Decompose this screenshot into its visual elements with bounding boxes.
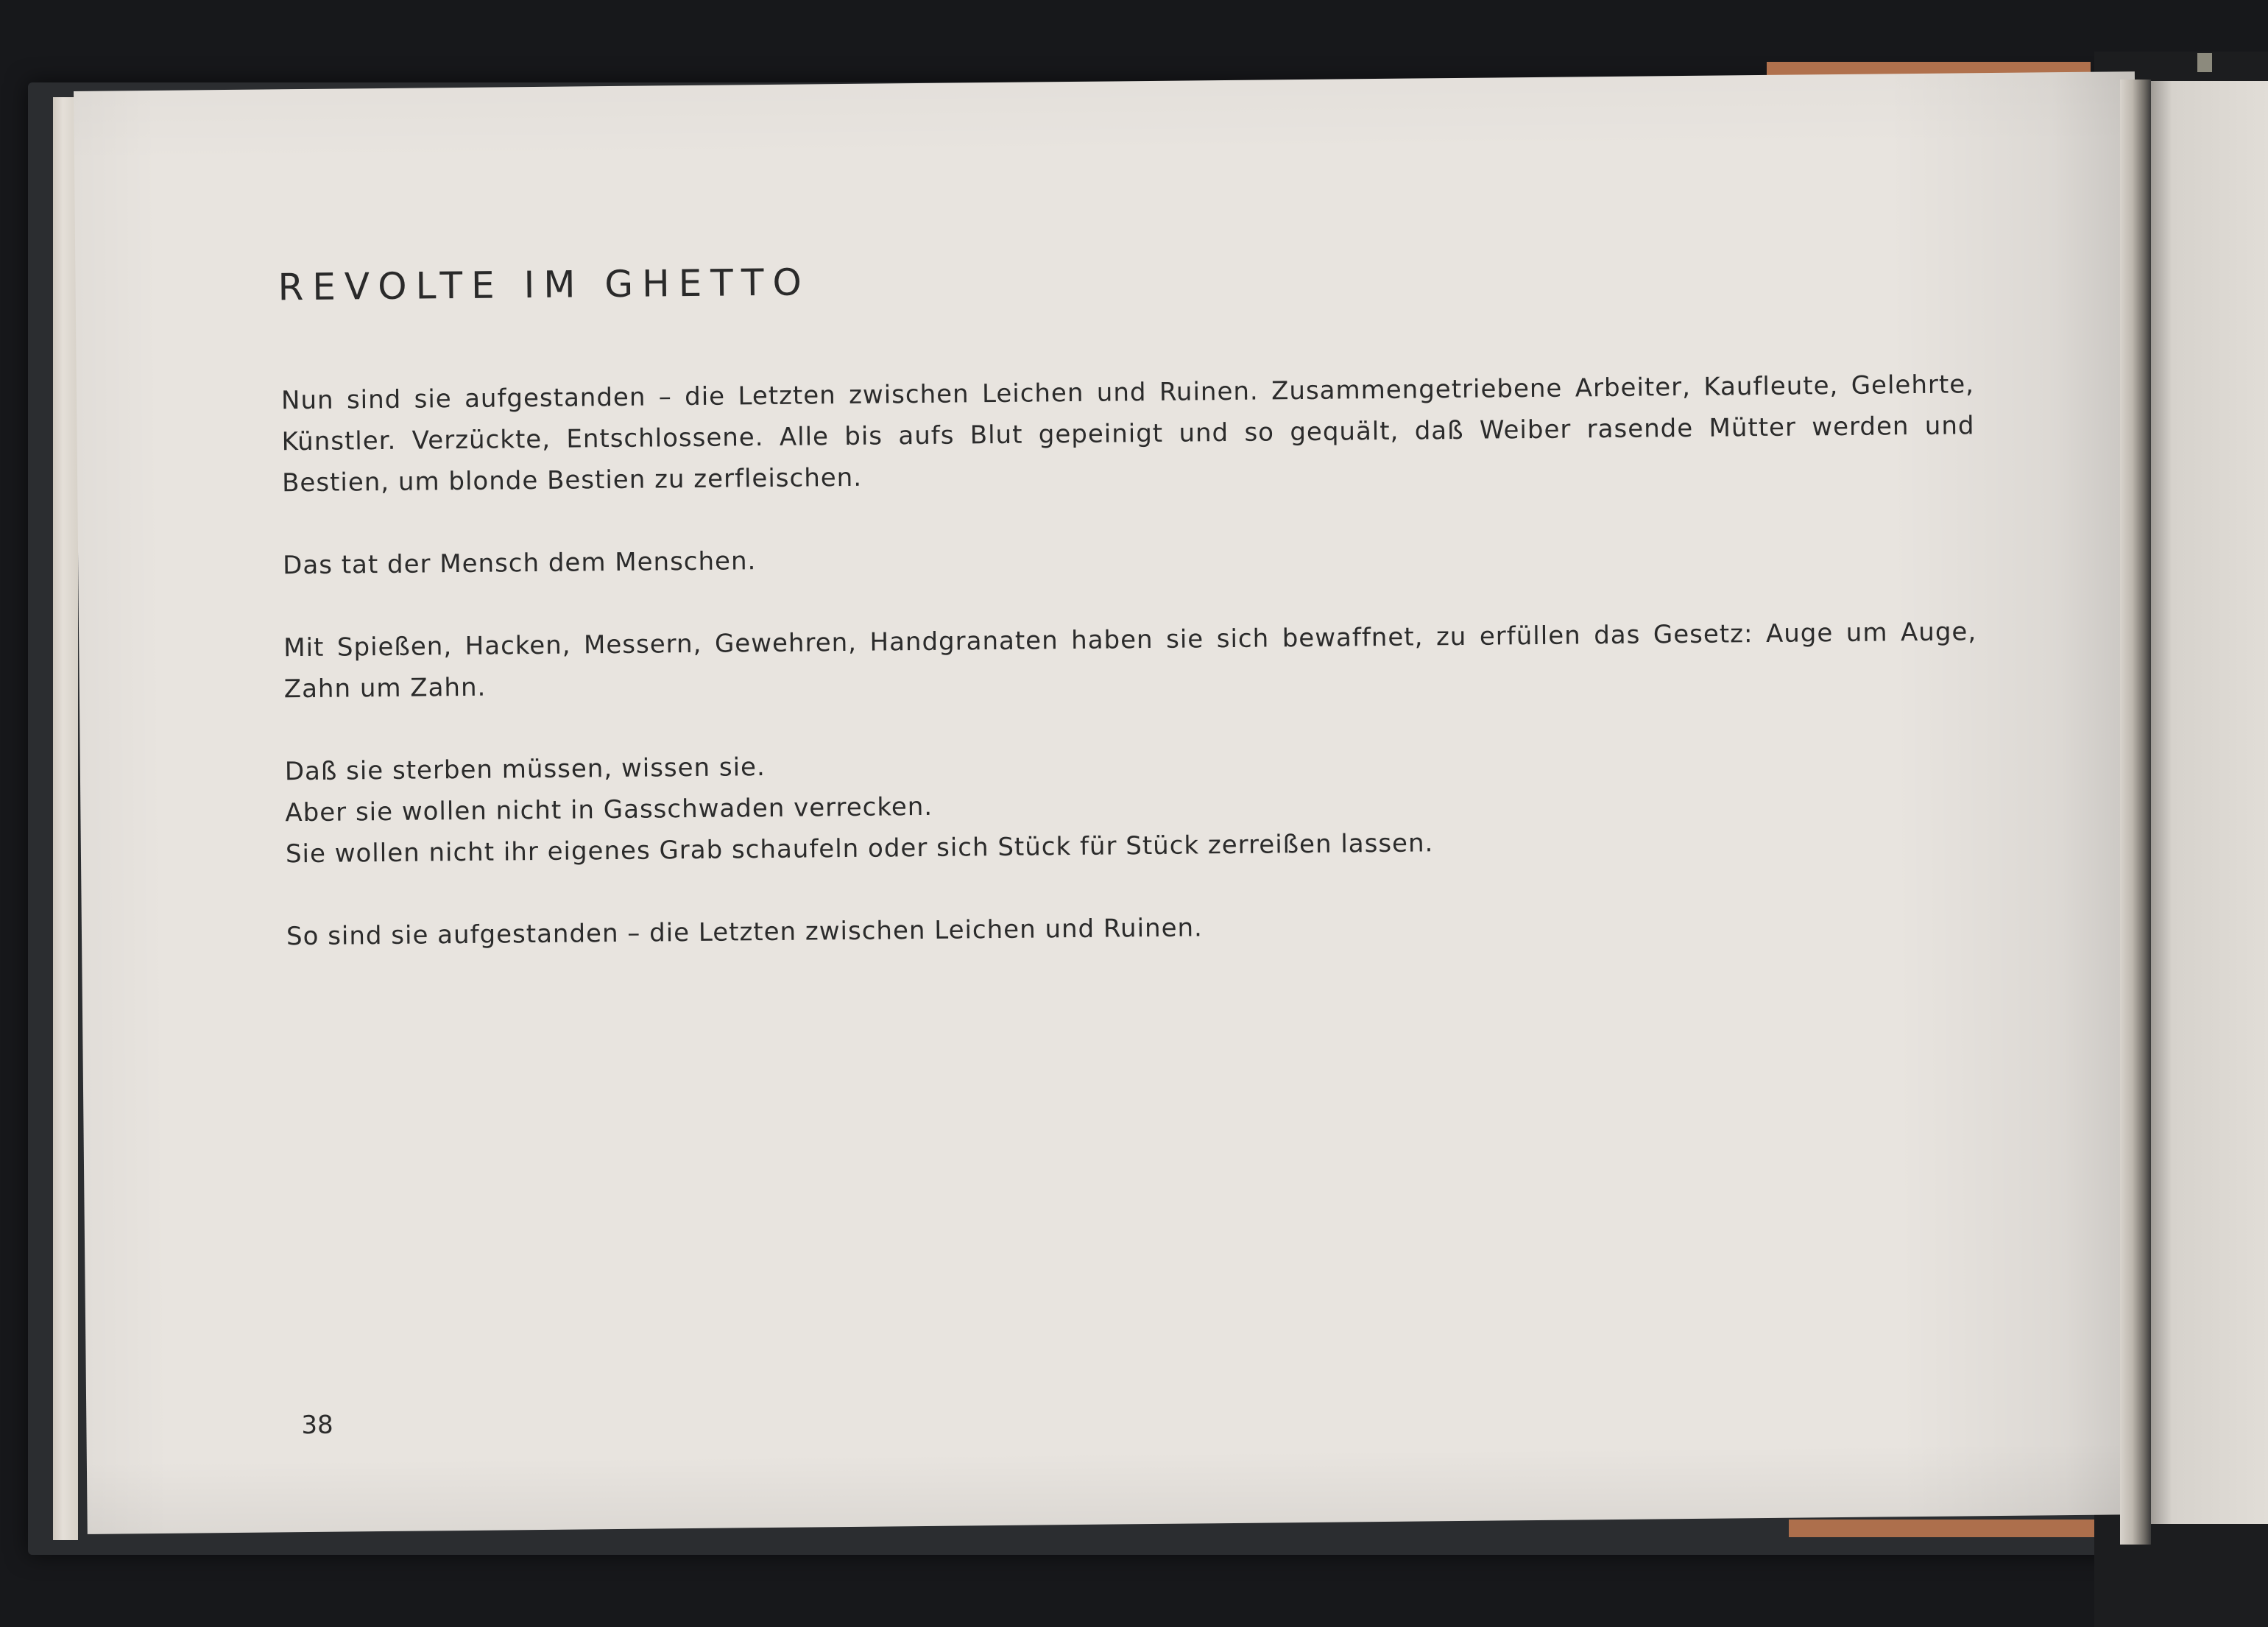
paragraph: So sind sie aufgestanden – die Letzten zwischen Leichen und Ruinen. bbox=[286, 913, 1204, 952]
page-title: REVOLTE IM GHETTO bbox=[278, 261, 811, 309]
paragraph: Mit Spießen, Hacken, Messern, Gewehren, Handgranaten haben sie sich bewaffnet, zu erfüllen das Gesetz: Auge um Auge, Zahn um Zahn. bbox=[283, 617, 1977, 705]
paragraph: Nun sind sie aufgestanden – die Letzten zwischen Leichen und Ruinen. Zusammengetriebene Arbeiter, Kaufleute, Gelehrte, Künstler. Verzückte, Entschlossene. Alle bis aufs Blut gepeinigt und so gequält, daß Weiber rasende Mütter werden und Bestien, um blonde Bestien zu zerfleischen. bbox=[280, 370, 1975, 498]
next-page-corner bbox=[2197, 53, 2212, 72]
page-body bbox=[281, 364, 1979, 957]
page-stack-edge bbox=[53, 97, 78, 1540]
book-page bbox=[74, 71, 2149, 1534]
text-line: Daß sie sterben müssen, wissen sie. bbox=[284, 752, 766, 787]
next-page-edge bbox=[2151, 81, 2268, 1524]
paragraph: Das tat der Mensch dem Menschen. bbox=[283, 546, 757, 581]
text-line: Sie wollen nicht ihr eigenes Grab schaufeln oder sich Stück für Stück zerreißen lassen. bbox=[285, 828, 1434, 869]
cover-edge-bottom bbox=[1789, 1520, 2098, 1537]
book-gutter bbox=[2120, 80, 2151, 1545]
page-number: 38 bbox=[301, 1410, 333, 1441]
text-line: Aber sie wollen nicht in Gasschwaden verrecken. bbox=[285, 791, 933, 828]
paragraph-lines bbox=[285, 735, 1979, 875]
